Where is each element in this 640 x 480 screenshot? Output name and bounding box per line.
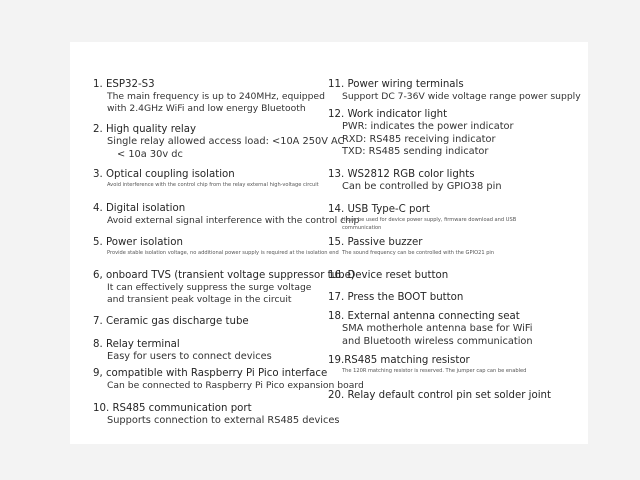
feature-title: 5. Power isolation <box>93 237 183 248</box>
feature-title: 8. Relay terminal <box>93 339 180 350</box>
feature-description: Can be connected to Raspberry Pi Pico expansion board <box>107 380 364 391</box>
feature-title: 11. Power wiring terminals <box>328 79 464 90</box>
feature-description: communication <box>342 225 382 231</box>
feature-description: with 2.4GHz WiFi and low energy Bluetooth <box>107 103 306 114</box>
right-item-4 <box>328 203 516 232</box>
left-item-9 <box>93 367 364 392</box>
right-item-6 <box>328 269 448 282</box>
feature-title: 14. USB Type-C port <box>328 204 430 215</box>
feature-title: 13. WS2812 RGB color lights <box>328 169 475 180</box>
feature-description: Supports connection to external RS485 devices <box>107 415 340 426</box>
right-item-1 <box>328 78 581 103</box>
feature-title: 3. Optical coupling isolation <box>93 169 235 180</box>
left-item-10 <box>93 402 340 428</box>
feature-description: It can effectively suppress the surge voltage <box>107 282 312 293</box>
feature-title: 17. Press the BOOT button <box>328 292 464 303</box>
feature-description: Avoid interference with the control chip from the relay external high-voltage circuit <box>107 182 319 188</box>
feature-title: 4. Digital isolation <box>93 203 186 214</box>
feature-title: 10. RS485 communication port <box>93 403 252 414</box>
right-item-2 <box>328 108 514 159</box>
feature-description: Avoid external signal interference with the control chip <box>107 215 360 226</box>
feature-title: 12. Work indicator light <box>328 109 448 120</box>
feature-description: < 10a 30v dc <box>117 148 183 160</box>
feature-description: TXD: RS485 sending indicator <box>342 146 489 157</box>
feature-description: and transient peak voltage in the circuit <box>107 294 292 305</box>
feature-title: 7. Ceramic gas discharge tube <box>93 316 249 327</box>
left-item-7 <box>93 315 249 328</box>
left-item-2 <box>93 123 344 161</box>
feature-description: and Bluetooth wireless communication <box>342 335 533 347</box>
right-item-7 <box>328 291 463 304</box>
feature-title: 20. Relay default control pin set solder joint <box>328 390 551 401</box>
right-item-8 <box>328 310 533 348</box>
feature-description: The sound frequency can be controlled with the GPIO21 pin <box>342 250 495 256</box>
feature-description: Provide stable isolation voltage, no additional power supply is required at the isolation end <box>107 250 339 256</box>
feature-title: 9, compatible with Raspberry Pi Pico interface <box>93 368 328 379</box>
feature-description: Support DC 7-36V wide voltage range power supply <box>342 91 581 102</box>
feature-title: 2. High quality relay <box>93 124 197 135</box>
feature-title: 15. Passive buzzer <box>328 237 423 248</box>
feature-title: 6, onboard TVS (transient voltage suppressor tube) <box>93 270 355 281</box>
left-item-5 <box>93 236 339 257</box>
feature-description: The 120R matching resistor is reserved. The jumper cap can be enabled <box>342 368 527 374</box>
right-item-5 <box>328 236 494 257</box>
left-item-3 <box>93 168 319 189</box>
feature-description: SMA motherhole antenna base for WiFi <box>342 323 533 334</box>
feature-description: It can be used for device power supply, firmware download and USB <box>342 217 517 223</box>
feature-description: The main frequency is up to 240MHz, equipped <box>107 91 325 102</box>
left-item-1 <box>93 78 325 115</box>
feature-description: Easy for users to connect devices <box>107 351 272 362</box>
feature-title: 19.RS485 matching resistor <box>328 355 470 366</box>
feature-description: PWR: indicates the power indicator <box>342 121 514 132</box>
left-item-4 <box>93 202 359 227</box>
feature-description: Single relay allowed access load: <10A 250V AC <box>107 136 345 147</box>
right-item-3 <box>328 168 502 194</box>
right-item-10 <box>328 389 551 402</box>
feature-title: 1. ESP32-S3 <box>93 79 155 90</box>
left-item-6 <box>93 269 355 306</box>
left-item-8 <box>93 338 272 364</box>
feature-description: Can be controlled by GPIO38 pin <box>342 181 502 192</box>
feature-description: RXD: RS485 receiving indicator <box>342 133 496 145</box>
right-item-9 <box>328 354 526 375</box>
feature-title: 16. Device reset button <box>328 270 449 281</box>
feature-title: 18. External antenna connecting seat <box>328 311 520 322</box>
